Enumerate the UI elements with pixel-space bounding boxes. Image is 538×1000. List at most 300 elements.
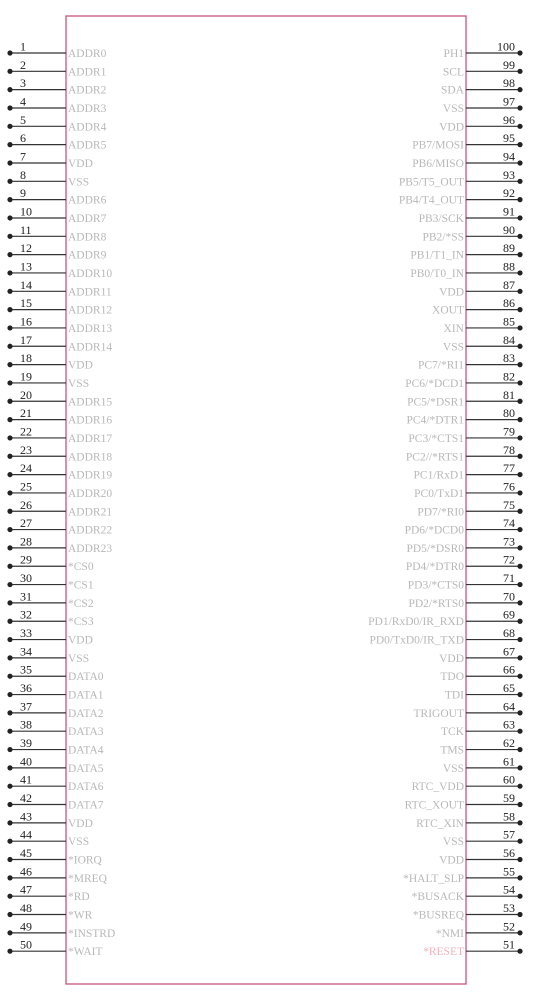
pin-number: 91 <box>503 204 515 219</box>
pin-endpoint-dot <box>517 105 522 110</box>
pin-label: *RESET <box>423 946 464 959</box>
pin-endpoint-dot <box>7 894 12 899</box>
pin-label: ADDR22 <box>68 524 113 537</box>
pin-endpoint-dot <box>517 417 522 422</box>
pin-endpoint-dot <box>7 784 12 789</box>
pin-label: TMS <box>440 744 464 757</box>
pin-number: 30 <box>20 571 32 586</box>
pin-number: 98 <box>503 76 515 91</box>
pin-endpoint-dot <box>517 527 522 532</box>
pin-label: PB2/*SS <box>422 231 464 244</box>
pin-endpoint-dot <box>7 600 12 605</box>
pin-endpoint-dot <box>7 87 12 92</box>
pin-label: VDD <box>439 121 464 134</box>
pin-endpoint-dot <box>517 655 522 660</box>
pin-number: 99 <box>503 57 515 72</box>
pin-endpoint-dot <box>517 674 522 679</box>
pin-number: 42 <box>20 791 32 806</box>
pin-label: ADDR11 <box>68 286 112 299</box>
pin-label: TRIGOUT <box>413 707 464 720</box>
pin-label: VSS <box>68 836 90 849</box>
pin-number: 73 <box>503 534 515 549</box>
pin-endpoint-dot <box>517 252 522 257</box>
pin-number: 56 <box>503 846 515 861</box>
pin-endpoint-dot <box>7 380 12 385</box>
pin-label: ADDR21 <box>68 506 113 519</box>
pin-endpoint-dot <box>7 234 12 239</box>
pin-endpoint-dot <box>517 454 522 459</box>
pin-endpoint-dot <box>7 307 12 312</box>
pin-number: 38 <box>20 717 32 732</box>
pin-number: 13 <box>20 259 32 274</box>
pin-number: 19 <box>20 369 32 384</box>
left-pin-column <box>7 40 115 959</box>
pin-label: TCK <box>441 726 464 739</box>
pin-label: DATA4 <box>68 744 104 757</box>
pin-label: PD1/RxD0/IR_RXD <box>368 616 464 629</box>
pin-label: VSS <box>68 377 90 390</box>
pin-number: 61 <box>503 754 515 769</box>
pin-endpoint-dot <box>517 344 522 349</box>
pin-endpoint-dot <box>7 820 12 825</box>
pin-endpoint-dot <box>7 710 12 715</box>
pin-endpoint-dot <box>7 637 12 642</box>
pin-label: ADDR4 <box>68 121 107 134</box>
pin-number: 31 <box>20 589 32 604</box>
pin-label: DATA0 <box>68 671 104 684</box>
pin-number: 92 <box>503 186 515 201</box>
pin-number: 58 <box>503 809 515 824</box>
pin-endpoint-dot <box>517 87 522 92</box>
pin-label: *IORQ <box>68 854 102 867</box>
pin-endpoint-dot <box>7 564 12 569</box>
pin-label: *CS0 <box>68 561 94 574</box>
pin-number: 63 <box>503 717 515 732</box>
pin-label: *MREQ <box>68 872 107 885</box>
pin-endpoint-dot <box>517 802 522 807</box>
pin-number: 55 <box>503 864 515 879</box>
pin-number: 6 <box>20 131 26 146</box>
pin-label: VSS <box>68 652 90 665</box>
pin-number: 79 <box>503 424 515 439</box>
pin-number: 36 <box>20 681 32 696</box>
pin-label: PB3/SCK <box>418 212 464 225</box>
pin-endpoint-dot <box>7 765 12 770</box>
pin-number: 67 <box>503 644 515 659</box>
pin-label: ADDR5 <box>68 139 107 152</box>
pin-endpoint-dot <box>7 142 12 147</box>
pin-endpoint-dot <box>517 490 522 495</box>
pin-number: 97 <box>503 94 515 109</box>
pin-endpoint-dot <box>517 564 522 569</box>
pin-endpoint-dot <box>7 289 12 294</box>
pin-label: VDD <box>68 634 93 647</box>
pin-number: 100 <box>497 39 515 54</box>
pin-label: *CS3 <box>68 616 94 629</box>
pin-number: 7 <box>20 149 26 164</box>
pin-label: ADDR18 <box>68 451 113 464</box>
pin-number: 87 <box>503 277 515 292</box>
ic-body-outline <box>66 16 466 984</box>
pin-label: PD0/TxD0/IR_TXD <box>369 634 464 647</box>
pin-number: 27 <box>20 516 32 531</box>
pin-label: PD3/*CTS0 <box>407 579 464 592</box>
pin-number: 26 <box>20 497 32 512</box>
pin-number: 22 <box>20 424 32 439</box>
pin-number: 20 <box>20 387 32 402</box>
pin-number: 35 <box>20 662 32 677</box>
pin-number: 94 <box>503 149 515 164</box>
pin-number: 17 <box>20 332 32 347</box>
pin-endpoint-dot <box>517 949 522 954</box>
pin-endpoint-dot <box>7 930 12 935</box>
pin-number: 21 <box>20 406 32 421</box>
pin-label: PH1 <box>443 48 464 60</box>
pin-number: 51 <box>503 937 515 952</box>
pin-endpoint-dot <box>517 912 522 917</box>
pin-number: 84 <box>503 332 515 347</box>
pin-endpoint-dot <box>517 765 522 770</box>
pin-label: PC6/*DCD1 <box>405 377 464 390</box>
pin-label: ADDR6 <box>68 194 107 207</box>
pin-endpoint-dot <box>517 729 522 734</box>
pin-number: 2 <box>20 57 26 72</box>
pin-number: 34 <box>20 644 32 659</box>
pin-number: 59 <box>503 791 515 806</box>
pin-endpoint-dot <box>517 784 522 789</box>
pin-number: 48 <box>20 901 32 916</box>
pin-endpoint-dot <box>517 197 522 202</box>
pin-label: VSS <box>442 836 464 849</box>
pin-endpoint-dot <box>7 124 12 129</box>
pin-label: RTC_XOUT <box>404 799 464 812</box>
pin-number: 44 <box>20 827 32 842</box>
pin-label: ADDR0 <box>68 48 107 60</box>
pin-number: 41 <box>20 772 32 787</box>
pin-endpoint-dot <box>7 545 12 550</box>
pin-label: PC7/*RI1 <box>417 359 464 372</box>
pin-number: 77 <box>503 461 515 476</box>
pin-label: *NMI <box>435 927 464 940</box>
pin-endpoint-dot <box>7 105 12 110</box>
pin-label: VDD <box>439 652 464 665</box>
pin-endpoint-dot <box>517 839 522 844</box>
pin-endpoint-dot <box>7 69 12 74</box>
pin-label: ADDR13 <box>68 322 113 335</box>
pin-label: PB5/T5_OUT <box>398 176 464 189</box>
pin-endpoint-dot <box>517 509 522 514</box>
pin-endpoint-dot <box>7 875 12 880</box>
pin-endpoint-dot <box>7 472 12 477</box>
pin-label: XOUT <box>432 304 464 317</box>
pin-label: XIN <box>443 322 464 335</box>
pin-endpoint-dot <box>517 124 522 129</box>
pin-label: *WR <box>68 909 93 922</box>
pin-label: ADDR2 <box>68 84 107 97</box>
pin-number: 24 <box>20 461 32 476</box>
pin-number: 65 <box>503 681 515 696</box>
pin-label: DATA7 <box>68 799 104 812</box>
pin-endpoint-dot <box>517 289 522 294</box>
pin-number: 33 <box>20 626 32 641</box>
right-pin-51 <box>423 938 522 959</box>
pin-endpoint-dot <box>7 692 12 697</box>
pin-number: 74 <box>503 516 515 531</box>
pin-endpoint-dot <box>7 619 12 624</box>
pin-label: TDO <box>440 671 464 684</box>
pin-endpoint-dot <box>7 912 12 917</box>
pin-number: 93 <box>503 167 515 182</box>
pin-endpoint-dot <box>7 655 12 660</box>
pin-label: *BUSACK <box>411 891 464 904</box>
pin-number: 40 <box>20 754 32 769</box>
pin-label: VSS <box>442 102 464 115</box>
pin-number: 80 <box>503 406 515 421</box>
pin-endpoint-dot <box>7 857 12 862</box>
pin-endpoint-dot <box>517 399 522 404</box>
pin-number: 32 <box>20 607 32 622</box>
pin-endpoint-dot <box>7 802 12 807</box>
pin-number: 75 <box>503 497 515 512</box>
pin-endpoint-dot <box>517 69 522 74</box>
pin-label: VDD <box>439 854 464 867</box>
pin-endpoint-dot <box>517 545 522 550</box>
pin-label: PC5/*DSR1 <box>407 396 464 409</box>
pin-endpoint-dot <box>517 160 522 165</box>
pin-number: 12 <box>20 241 32 256</box>
pin-endpoint-dot <box>517 472 522 477</box>
pin-number: 18 <box>20 351 32 366</box>
pin-endpoint-dot <box>517 179 522 184</box>
pin-label: *INSTRD <box>68 927 116 940</box>
pin-number: 64 <box>503 699 515 714</box>
pin-number: 96 <box>503 112 515 127</box>
pin-endpoint-dot <box>517 50 522 55</box>
pin-label: VSS <box>442 762 464 775</box>
pin-endpoint-dot <box>7 417 12 422</box>
pin-number: 69 <box>503 607 515 622</box>
pin-label: PB4/T4_OUT <box>398 194 464 207</box>
pin-label: PD6/*DCD0 <box>404 524 464 537</box>
pin-label: DATA6 <box>68 781 104 794</box>
pin-endpoint-dot <box>517 820 522 825</box>
pin-number: 9 <box>20 186 26 201</box>
pin-endpoint-dot <box>517 215 522 220</box>
pin-number: 29 <box>20 552 32 567</box>
pin-endpoint-dot <box>7 490 12 495</box>
pin-endpoint-dot <box>517 894 522 899</box>
pin-endpoint-dot <box>7 435 12 440</box>
pin-number: 3 <box>20 76 26 91</box>
pin-endpoint-dot <box>7 399 12 404</box>
right-pin-69 <box>368 608 522 629</box>
pin-number: 54 <box>503 882 515 897</box>
pin-number: 45 <box>20 846 32 861</box>
pin-label: TDI <box>444 689 464 702</box>
pin-label: VSS <box>68 176 90 189</box>
pin-number: 57 <box>503 827 515 842</box>
pin-endpoint-dot <box>517 307 522 312</box>
pin-label: VDD <box>68 817 93 830</box>
pin-endpoint-dot <box>517 637 522 642</box>
pin-label: ADDR19 <box>68 469 113 482</box>
pin-endpoint-dot <box>517 692 522 697</box>
pin-number: 78 <box>503 442 515 457</box>
pin-endpoint-dot <box>7 50 12 55</box>
pin-endpoint-dot <box>7 215 12 220</box>
pin-endpoint-dot <box>7 252 12 257</box>
pin-label: PC1/RxD1 <box>413 469 464 482</box>
pin-label: *CS1 <box>68 579 94 592</box>
pin-number: 28 <box>20 534 32 549</box>
pin-endpoint-dot <box>517 875 522 880</box>
pin-label: DATA2 <box>68 707 104 720</box>
pin-label: ADDR20 <box>68 487 113 500</box>
pin-number: 10 <box>20 204 32 219</box>
pin-number: 23 <box>20 442 32 457</box>
pin-endpoint-dot <box>517 600 522 605</box>
pin-number: 81 <box>503 387 515 402</box>
pin-label: ADDR12 <box>68 304 113 317</box>
pin-number: 50 <box>20 937 32 952</box>
pin-endpoint-dot <box>517 747 522 752</box>
pin-label: PB1/T1_IN <box>410 249 464 262</box>
pin-number: 43 <box>20 809 32 824</box>
pin-number: 60 <box>503 772 515 787</box>
pin-number: 16 <box>20 314 32 329</box>
pin-label: ADDR17 <box>68 432 113 445</box>
pin-endpoint-dot <box>517 582 522 587</box>
pin-endpoint-dot <box>7 270 12 275</box>
pin-endpoint-dot <box>7 197 12 202</box>
pin-label: VDD <box>68 157 93 170</box>
pin-label: PC2//*RTS1 <box>405 451 464 464</box>
left-pin-50 <box>7 938 102 959</box>
pin-label: RTC_VDD <box>411 781 464 794</box>
right-pin-column <box>368 40 522 959</box>
pin-label: PC3/*CTS1 <box>408 432 464 445</box>
pin-label: ADDR10 <box>68 267 113 280</box>
pin-endpoint-dot <box>517 710 522 715</box>
pin-endpoint-dot <box>517 325 522 330</box>
pin-label: PC4/*DTR1 <box>406 414 464 427</box>
pin-label: ADDR7 <box>68 212 107 225</box>
pin-number: 11 <box>20 222 32 237</box>
pin-number: 46 <box>20 864 32 879</box>
pin-number: 8 <box>20 167 26 182</box>
pin-endpoint-dot <box>517 435 522 440</box>
pin-label: PC0/TxD1 <box>414 487 464 500</box>
pin-label: VDD <box>439 286 464 299</box>
pin-number: 66 <box>503 662 515 677</box>
pin-number: 5 <box>20 112 26 127</box>
pin-number: 76 <box>503 479 515 494</box>
pin-label: ADDR15 <box>68 396 113 409</box>
pin-endpoint-dot <box>7 362 12 367</box>
pin-label: SDA <box>440 84 464 97</box>
pin-label: DATA1 <box>68 689 104 702</box>
pin-label: *WAIT <box>68 946 103 959</box>
pin-endpoint-dot <box>517 930 522 935</box>
pin-label: PD7/*RI0 <box>417 506 464 519</box>
pin-endpoint-dot <box>7 509 12 514</box>
pin-label: DATA5 <box>68 762 104 775</box>
pin-number: 47 <box>20 882 32 897</box>
pin-endpoint-dot <box>517 234 522 239</box>
pin-endpoint-dot <box>517 380 522 385</box>
pin-endpoint-dot <box>7 179 12 184</box>
pin-endpoint-dot <box>7 747 12 752</box>
pin-endpoint-dot <box>7 454 12 459</box>
pin-label: ADDR23 <box>68 542 113 555</box>
pin-number: 90 <box>503 222 515 237</box>
pin-number: 95 <box>503 131 515 146</box>
pin-number: 71 <box>503 571 515 586</box>
pin-label: DATA3 <box>68 726 104 739</box>
pin-endpoint-dot <box>7 582 12 587</box>
pin-endpoint-dot <box>517 270 522 275</box>
pin-endpoint-dot <box>7 325 12 330</box>
pin-number: 86 <box>503 296 515 311</box>
pin-endpoint-dot <box>7 344 12 349</box>
pin-number: 52 <box>503 919 515 934</box>
pin-endpoint-dot <box>7 949 12 954</box>
pin-number: 70 <box>503 589 515 604</box>
pin-label: PD4/*DTR0 <box>405 561 464 574</box>
pin-label: PB7/MOSI <box>412 139 464 152</box>
pin-number: 4 <box>20 94 26 109</box>
pin-label: SCL <box>442 66 464 79</box>
pin-label: *BUSREQ <box>412 909 464 922</box>
pin-label: ADDR16 <box>68 414 113 427</box>
pin-endpoint-dot <box>7 527 12 532</box>
pin-endpoint-dot <box>517 619 522 624</box>
pin-label: PD5/*DSR0 <box>406 542 464 555</box>
pin-number: 89 <box>503 241 515 256</box>
pin-label: VDD <box>68 359 93 372</box>
pin-number: 1 <box>20 39 26 54</box>
pin-label: ADDR9 <box>68 249 107 262</box>
pin-number: 37 <box>20 699 32 714</box>
pin-label: VSS <box>442 341 464 354</box>
pin-number: 82 <box>503 369 515 384</box>
pin-number: 62 <box>503 736 515 751</box>
pin-label: *HALT_SLP <box>403 872 464 885</box>
pin-endpoint-dot <box>7 729 12 734</box>
right-pin-68 <box>369 626 522 647</box>
pin-number: 53 <box>503 901 515 916</box>
pin-number: 49 <box>20 919 32 934</box>
pin-number: 85 <box>503 314 515 329</box>
pin-endpoint-dot <box>7 160 12 165</box>
pin-label: ADDR1 <box>68 66 107 79</box>
pin-label: RTC_XIN <box>416 817 464 830</box>
pin-number: 14 <box>20 277 32 292</box>
pin-label: ADDR14 <box>68 341 113 354</box>
pin-label: PB6/MISO <box>412 157 464 170</box>
pin-label: ADDR3 <box>68 102 107 115</box>
pin-label: *CS2 <box>68 597 94 610</box>
pin-label: PB0/T0_IN <box>410 267 464 280</box>
pin-number: 68 <box>503 626 515 641</box>
pin-endpoint-dot <box>517 142 522 147</box>
pin-number: 83 <box>503 351 515 366</box>
pin-endpoint-dot <box>517 362 522 367</box>
pin-number: 39 <box>20 736 32 751</box>
pin-label: ADDR8 <box>68 231 107 244</box>
pin-endpoint-dot <box>7 674 12 679</box>
pin-label: *RD <box>68 891 90 904</box>
